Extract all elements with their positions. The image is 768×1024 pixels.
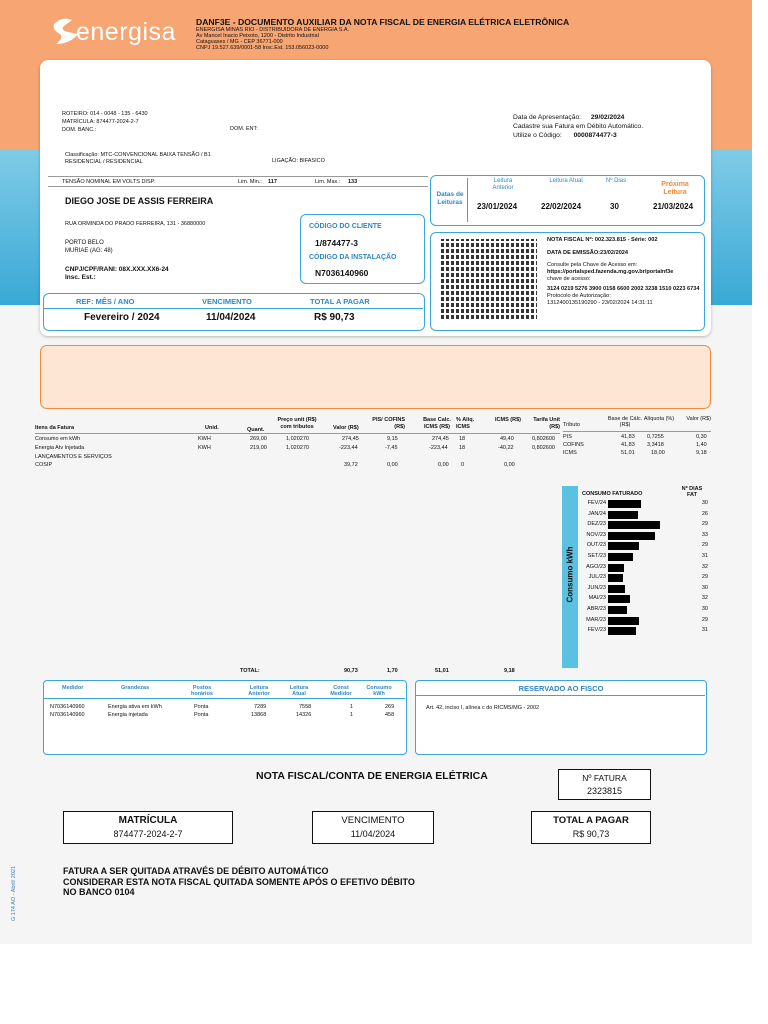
chart-dias-value: 32: [701, 595, 708, 602]
footer-total-value: R$ 90,73: [572, 829, 610, 839]
client-bairro: PORTO BELO: [65, 240, 104, 246]
table-row: LANÇAMENTOS E SERVIÇOS: [35, 454, 112, 460]
data-apresentacao: 29/02/2024: [590, 114, 625, 121]
table-row: N7036140960 Energia injetada Ponta 13868 14326 1 458: [50, 712, 395, 718]
chart-dias-value: 29: [701, 542, 708, 549]
trib-col-valor: Valor (R$): [686, 416, 711, 422]
company-city: Cataguases / MG - CEP 36771-000: [196, 39, 283, 45]
chart-dias-value: 32: [701, 563, 708, 570]
chart-bar: [608, 511, 638, 519]
med-col-postos: Postos horários: [190, 685, 213, 697]
fisco-label: RESERVADO AO FISCO: [518, 684, 604, 693]
chart-dias-value: 29: [701, 616, 708, 623]
nf-box: [430, 232, 705, 331]
chart-bar: [608, 585, 625, 593]
roteiro: ROTEIRO: 014 - 0048 - 135 - 6430: [62, 111, 148, 117]
summary-box: [43, 293, 425, 331]
col-valor: Valor (R$): [333, 425, 359, 431]
codigo-instalacao-label: CÓDIGO DA INSTALAÇÃO: [309, 254, 397, 261]
footer-venc-value: 11/04/2024: [350, 829, 396, 839]
chart-category-label: ABR/23: [587, 606, 606, 612]
nf-consulte: Consulte pela Chave de Acesso em:: [547, 262, 638, 268]
dias: 30: [610, 202, 619, 211]
message-box: [40, 345, 711, 409]
lim-max-value: 133: [348, 179, 358, 185]
footer-matricula-label: MATRÍCULA: [118, 815, 178, 826]
proxima-leitura: 21/03/2024: [653, 202, 694, 211]
trib-col-base: Base de Cálc.(R$): [607, 416, 643, 428]
client-cpf: CNPJ/CPF/RANI: 08X.XXX.XX6-24: [65, 266, 169, 273]
chart-bar: [608, 595, 630, 603]
ligacao: LIGAÇÃO: BIFASICO: [272, 158, 325, 164]
chart-category-label: MAR/23: [586, 616, 606, 623]
dom-ent: DOM. ENT:: [230, 126, 258, 132]
chart-category-label: JAN/24: [587, 510, 606, 517]
chart-dias-value: 29: [701, 521, 708, 528]
nf-protocolo: 1312400135190290 - 23/02/2024 14:31:11: [547, 300, 653, 306]
consumo-dias-label: Nº DIAS FAT: [681, 486, 703, 498]
codigo-instalacao: N7036140960: [315, 268, 369, 278]
col-itens: Itens da Fatura: [35, 425, 75, 431]
chart-category-label: FEV/23: [587, 627, 606, 634]
classificacao: [65, 152, 211, 166]
total-icms: 9,18: [504, 668, 515, 674]
presentation-info: [513, 113, 643, 140]
chart-bar: [608, 521, 660, 529]
col-pis: PIS/ COFINS (R$): [372, 417, 405, 430]
med-col-medidor: Medidor: [62, 685, 84, 691]
leitura-anterior: 23/01/2024: [477, 202, 518, 211]
proxima-label: Próxima Leitura: [661, 181, 689, 196]
company-cnpj: CNPJ 19.527.639/0001-58 Insc.Est. 153.056023-0000: [196, 45, 329, 51]
nf-info: [547, 237, 703, 307]
nf-url[interactable]: https://portalsped.fazenda.mg.gov.br/portalnf3e: [547, 269, 674, 275]
company-name: ENERGISA MINAS RIO - DISTRIBUIDORA DE ENERGIA S.A.: [196, 27, 350, 33]
chart-category-label: AGO/23: [586, 563, 606, 570]
trib-col-tributo: Tributo: [563, 422, 580, 428]
chart-dias-value: 33: [701, 531, 708, 538]
consumo-chart: [578, 500, 710, 640]
lim-max-label: Lim. Max.:: [315, 179, 341, 185]
footer-side-code: G 174 AO - Abril/ 2021: [11, 865, 17, 921]
table-row: N7036140960 Energia ativa em kWh Ponta 7289 7558 1 269: [50, 704, 395, 710]
med-col-const: Const Medidor: [330, 685, 352, 697]
chart-bar: [608, 627, 636, 635]
logo-text: energisa: [76, 18, 176, 46]
nf-emissao: DATA DE EMISSÃO:23/02/2024: [547, 250, 629, 256]
table-row: COFINS 41,83 3,3418 1,40: [563, 442, 707, 448]
footer-venc-box: [312, 811, 434, 844]
fisco-box: [415, 680, 707, 755]
chart-category-label: SET/23: [587, 553, 606, 559]
chart-category-label: NOV/23: [586, 531, 606, 538]
chart-category-label: DEZ/23: [587, 521, 606, 528]
chart-dias-value: 29: [701, 574, 708, 581]
med-col-grandezas: Grandezas: [121, 685, 150, 691]
col-icms: ICMS (R$): [495, 417, 521, 423]
med-col-consumo: Consumo kWh: [366, 685, 392, 697]
footer-msg-1: FATURA A SER QUITADA ATRAVÉS DE DÉBITO AUTOMÁTICO: [63, 866, 329, 876]
tensao-label: TENSÃO NOMINAL EM VOLTS DISP:: [62, 179, 156, 185]
chart-dias-value: 31: [701, 553, 708, 559]
medidor-box: [43, 680, 407, 755]
chart-category-label: OUT/23: [586, 542, 606, 549]
items-rows: [35, 435, 560, 470]
chart-dias-value: 30: [701, 584, 708, 591]
chart-dias-value: 30: [701, 500, 708, 506]
codigo-cliente-label: CÓDIGO DO CLIENTE: [309, 223, 382, 230]
table-row: Energia Atv Injetada KWH 219,00 1,020270 -223,44 -7,45 -223,44 18 -40,22 0,802600: [35, 445, 555, 451]
footer-msg-3: NO BANCO 0104: [63, 887, 135, 897]
total-label: TOTAL A PAGAR: [310, 297, 370, 306]
chart-dias-value: 26: [701, 510, 708, 517]
chart-bar: [608, 532, 655, 540]
chart-category-label: FEV/24: [587, 500, 606, 506]
chart-category-label: JUN/23: [587, 584, 606, 591]
table-row: PIS 41,83 0,7255 0,30: [563, 434, 707, 440]
footer-venc-label: VENCIMENTO: [341, 815, 405, 826]
footer-messages: [63, 866, 415, 898]
leitura-atual-label: Leitura Atual: [549, 178, 583, 184]
fisco-text: Art. 42, inciso I, alínea c do RICMS/MG - 2002: [426, 705, 540, 711]
total-row-label: TOTAL:: [240, 668, 260, 674]
chart-dias-value: 31: [701, 627, 708, 634]
tensao-row: [48, 176, 428, 187]
lim-min-label: Lim. Min.:: [238, 179, 262, 185]
col-tarifa: Tarifa Unit (R$): [533, 417, 560, 430]
med-col-anterior: Leitura Anterior: [248, 685, 270, 697]
leitura-anterior-label: Leitura Anterior: [492, 178, 514, 191]
col-aliq: % Aliq. ICMS: [456, 417, 475, 430]
utilize-label: Utilize o Código:: [513, 132, 562, 139]
col-quant: Quant.: [247, 427, 265, 433]
nf-chave-label: chave de acesso:: [547, 276, 591, 282]
leituras-label: Datas de Leituras: [436, 191, 464, 206]
consumo-side-bar: [562, 486, 578, 668]
nf-chave: 3124 0219 5276 3900 0158 6600 2002 3238 1510 0223 6734: [547, 286, 700, 292]
client-insc: Insc. Est.:: [65, 274, 96, 281]
data-apresentacao-label: Data de Apresentação:: [513, 114, 582, 121]
matricula: MATRÍCULA: 874477-2024-2-7: [62, 119, 139, 125]
utilize-code: 0000874477-3: [573, 132, 617, 139]
medidor-rows: [50, 703, 405, 719]
lim-min-value: 117: [268, 179, 277, 185]
header-info: [196, 17, 569, 51]
footer-title: NOTA FISCAL/CONTA DE ENERGIA ELÉTRICA: [256, 770, 488, 782]
footer-matricula-box: [63, 811, 233, 844]
footer-total-box: [531, 811, 651, 844]
venc-label: VENCIMENTO: [202, 297, 252, 306]
client-street: RUA ORMINDA DO PRADO FERREIRA, 131 - 36880000: [65, 221, 206, 227]
energisa-logo: [50, 14, 185, 50]
codigo-cliente: 1/874477-3: [315, 238, 359, 248]
total-value: R$ 90,73: [314, 312, 355, 323]
total-base: 51,01: [435, 668, 449, 674]
col-base: Base Calc. ICMS (R$): [423, 417, 451, 430]
chart-bar: [608, 574, 623, 582]
footer-total-label: TOTAL A PAGAR: [553, 815, 629, 826]
classificacao-line2: RESIDENCIAL / RESIDENCIAL: [65, 159, 143, 165]
chart-bar: [608, 553, 633, 561]
chart-dias-value: 30: [701, 606, 708, 612]
footer-msg-2: CONSIDERAR ESTA NOTA FISCAL QUITADA SOMENTE APÓS O EFETIVO DÉBITO: [63, 876, 415, 887]
venc-value: 11/04/2024: [206, 312, 256, 323]
totals-row: [35, 668, 560, 677]
total-valor: 90,73: [344, 668, 358, 674]
chart-category-label: MAI/23: [588, 595, 606, 602]
dias-label: Nº Dias: [605, 178, 627, 184]
company-address: Av Mancel Inacio Peixoto, 1200 - Distrito Industrial: [196, 33, 319, 39]
consumo-title: CONSUMO FATURADO: [582, 491, 643, 497]
nf-protocolo-label: Protocolo de Autorização:: [547, 293, 611, 299]
chart-bar: [608, 617, 639, 625]
fatura-label: Nº FATURA: [582, 773, 627, 783]
footer-matricula-value: 874477-2024-2-7: [113, 829, 183, 839]
table-row: COSIP 39,72 0,00 0,00 0 0,00: [35, 462, 515, 468]
tributos-rows: [563, 433, 711, 457]
ref-value: Fevereiro / 2024: [84, 312, 160, 323]
chart-bar: [608, 606, 627, 614]
dom-banc: DOM. BANC.:: [62, 127, 97, 133]
chart-bar: [608, 542, 639, 550]
client-city-block: [65, 239, 113, 255]
chart-bar: [608, 564, 624, 572]
account-info: [62, 110, 148, 134]
doc-title: DANF3E - DOCUMENTO AUXILIAR DA NOTA FISCAL DE ENERGIA ELÉTRICA ELETRÔNICA: [196, 17, 570, 27]
codigo-box: [300, 214, 425, 284]
fatura-box: [558, 769, 651, 800]
table-row: ICMS 51,01 18,00 9,18: [563, 450, 707, 456]
fatura-value: 2323815: [586, 786, 623, 796]
med-col-atual: Leitura Atual: [289, 685, 309, 697]
leitura-atual: 22/02/2024: [541, 202, 582, 211]
leituras-box: [430, 175, 705, 226]
trib-col-aliq: Alíquota (%): [643, 416, 675, 422]
qr-code-icon: [441, 239, 537, 319]
debito-msg: Cadastre sua Fatura em Débito Automático.: [513, 123, 644, 130]
client-docs: [65, 266, 169, 282]
chart-category-label: JUL/23: [588, 574, 606, 581]
total-pis: 1,70: [387, 668, 398, 674]
chart-bar: [608, 500, 641, 508]
client-name: DIEGO JOSE DE ASSIS FERREIRA: [65, 196, 214, 206]
col-unid: Unid.: [205, 425, 219, 431]
ref-label: REF: MÊS / ANO: [76, 297, 135, 306]
nf-numero: NOTA FISCAL Nº: 002.323.815 - Série: 002: [547, 237, 658, 243]
client-city: MURIAE (AG: 48): [65, 248, 113, 254]
consumo-side-label: Consumo kWh: [565, 546, 575, 603]
classificacao-line1: Classificação: MTC-CONVENCIONAL BAIXA TENSÃO / B1: [65, 152, 211, 158]
col-preco: Preço unit (R$) com tributos: [277, 417, 317, 430]
table-row: Consumo em kWh KWH 269,00 1,020270 274,45 9,15 274,45 18 49,40 0,802600: [35, 436, 555, 442]
